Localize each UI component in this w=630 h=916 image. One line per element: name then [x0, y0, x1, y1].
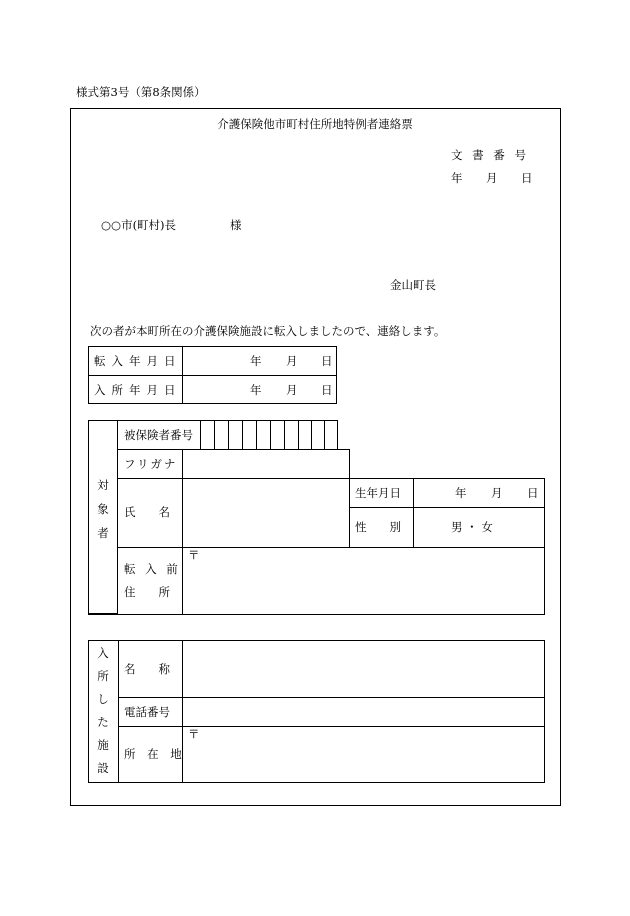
gender-label: 性 別	[355, 520, 401, 534]
divider	[182, 640, 183, 783]
digit-box-divider	[256, 420, 257, 449]
birth-day-label: 日	[527, 486, 539, 500]
form-number: 様式第3号（第8条関係）	[76, 85, 206, 99]
gender-options: 男 ・ 女	[451, 520, 493, 534]
divider	[337, 420, 338, 449]
digit-box-divider	[214, 420, 215, 449]
digit-box-divider	[284, 420, 285, 449]
facility-name-label: 名 称	[124, 662, 170, 676]
notice-text: 次の者が本町所在の介護保険施設に転入しましたので、連絡します。	[90, 324, 446, 338]
admission-date-label: 入所年月日	[94, 383, 182, 397]
birth-month-label: 月	[491, 486, 503, 500]
facility-location-label: 所 在 地	[124, 747, 186, 761]
divider	[118, 697, 545, 698]
divider	[349, 449, 350, 478]
admission-year: 年	[250, 383, 262, 397]
divider	[118, 547, 544, 548]
previous-address-postal-mark: 〒	[188, 548, 200, 562]
previous-address-label-line1: 転 入 前	[124, 562, 181, 576]
divider	[88, 375, 337, 376]
facility-side-label: 入 所 し た 施 設	[97, 646, 109, 775]
birth-year-label: 年	[455, 486, 467, 500]
facility-postal-mark: 〒	[188, 727, 200, 741]
divider	[349, 478, 350, 547]
recipient-honorific: 様	[230, 218, 242, 232]
date-year-label: 年	[451, 171, 463, 185]
digit-box-divider	[270, 420, 271, 449]
divider	[182, 346, 183, 404]
divider	[200, 420, 201, 449]
divider	[544, 478, 545, 614]
divider	[118, 478, 544, 479]
facility-phone-label: 電話番号	[124, 705, 170, 719]
move-in-date-label: 転入年月日	[94, 354, 182, 368]
divider	[349, 507, 544, 508]
document-number-label: 文 書 番 号	[451, 148, 529, 162]
form-title: 介護保険他市町村住所地特例者連絡票	[217, 117, 413, 131]
divider	[118, 726, 545, 727]
subject-side-label: 対 象 者	[97, 478, 109, 540]
move-in-year: 年	[250, 354, 262, 368]
birthdate-label: 生年月日	[355, 486, 401, 500]
divider	[118, 640, 119, 783]
admission-month: 月	[286, 383, 298, 397]
name-label: 氏 名	[124, 505, 170, 519]
move-in-month: 月	[286, 354, 298, 368]
previous-address-label-line2: 住 所	[124, 585, 170, 599]
date-day-label: 日	[521, 171, 533, 185]
digit-box-divider	[311, 420, 312, 449]
furigana-label: フリガナ	[124, 457, 178, 471]
recipient-name: ○○市(町村)長	[101, 218, 177, 232]
divider	[118, 449, 349, 450]
insured-number-label: 被保険者番号	[124, 428, 193, 442]
divider	[88, 614, 545, 615]
digit-box-divider	[298, 420, 299, 449]
digit-box-divider	[228, 420, 229, 449]
divider	[413, 478, 414, 547]
digit-box-divider	[324, 420, 325, 449]
admission-day: 日	[321, 383, 333, 397]
sender-name: 金山町長	[390, 278, 436, 292]
divider	[182, 449, 183, 614]
digit-box-divider	[242, 420, 243, 449]
move-in-day: 日	[321, 354, 333, 368]
date-month-label: 月	[486, 171, 498, 185]
